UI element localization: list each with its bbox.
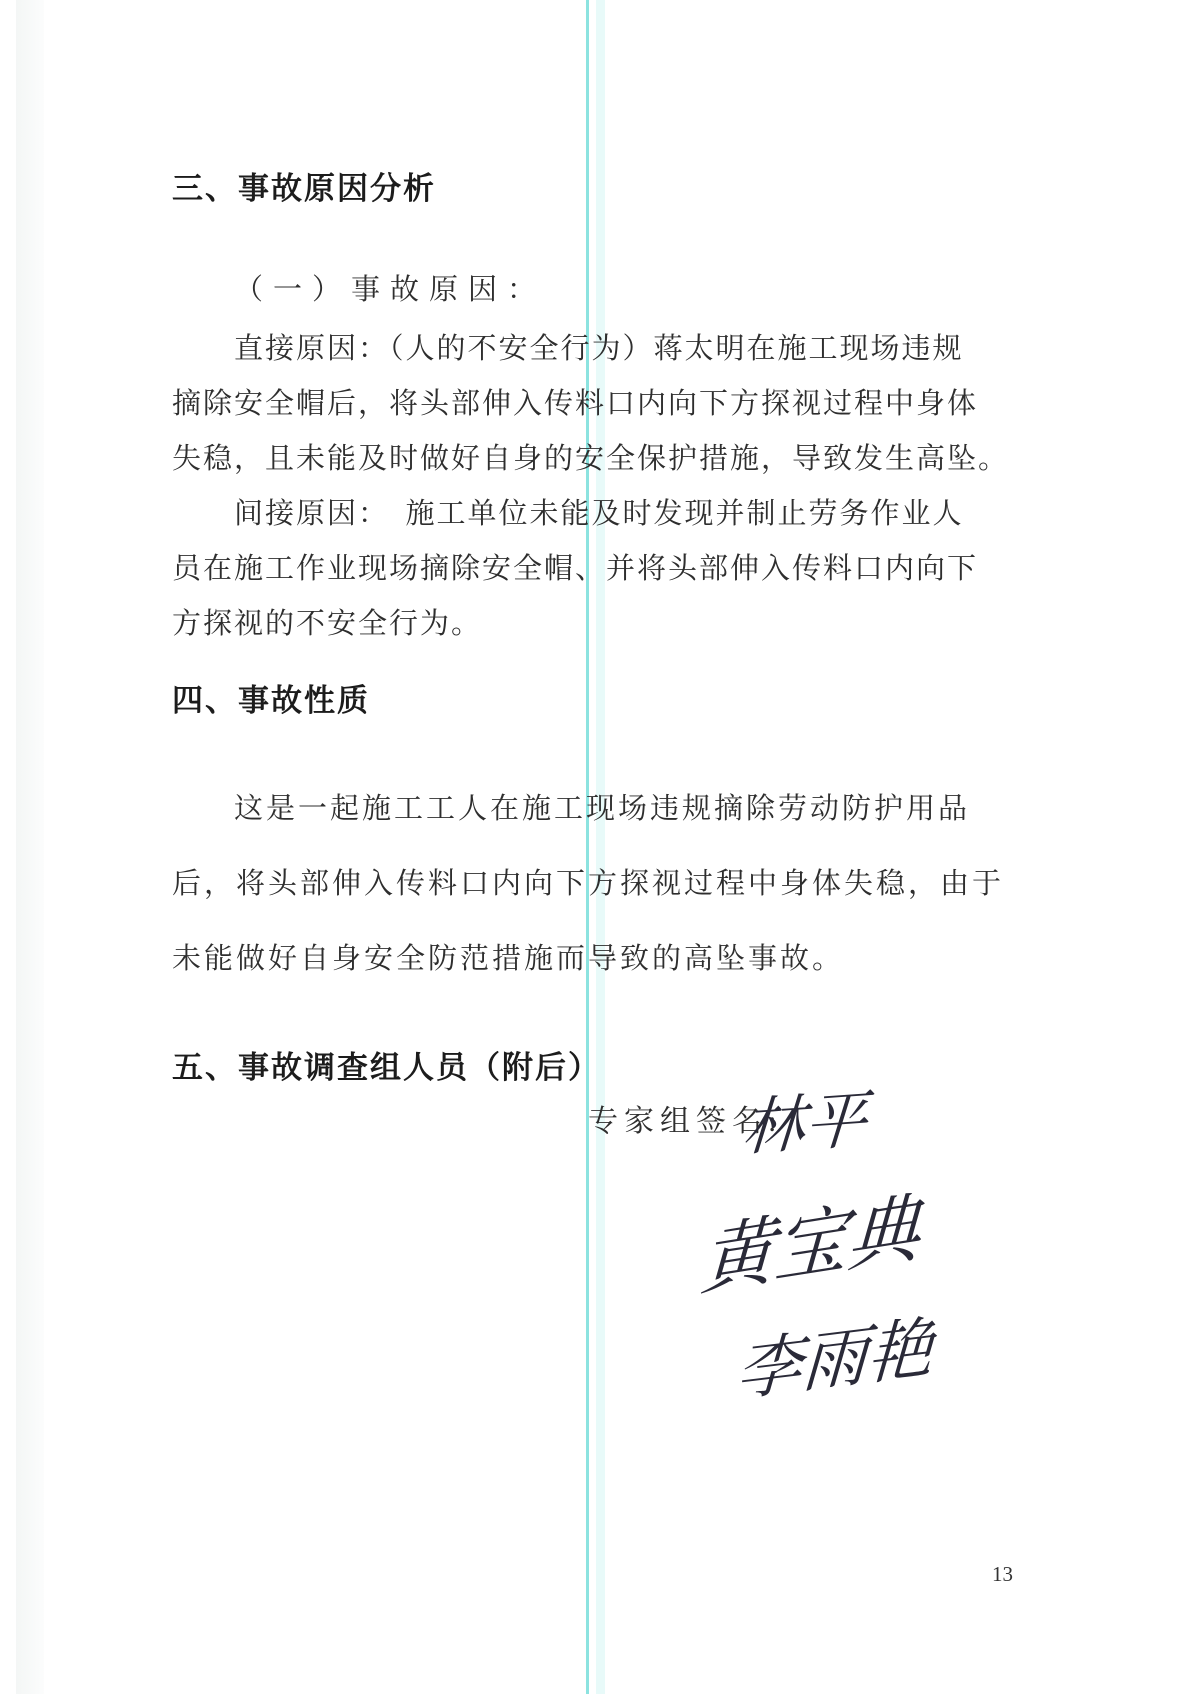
paragraph-line: 间接原因： 施工单位未能及时发现并制止劳务作业人 bbox=[234, 498, 964, 530]
signature-label: 专家组签名: bbox=[588, 1105, 783, 1138]
paragraph-line: 员在施工作业现场摘除安全帽、并将头部伸入传料口内向下 bbox=[172, 553, 979, 585]
paragraph-line: 摘除安全帽后，将头部伸入传料口内向下方探视过程中身体 bbox=[172, 388, 979, 420]
handwritten-signature-3: 李雨艳 bbox=[734, 1308, 935, 1411]
paragraph-line: 失稳，且未能及时做好自身的安全保护措施，导致发生高坠。 bbox=[172, 443, 1010, 475]
document-body bbox=[172, 168, 1010, 1089]
paragraph-line: 未能做好自身安全防范措施而导致的高坠事故。 bbox=[172, 943, 845, 975]
section-5-heading: 五、事故调查组人员（附后） bbox=[172, 1050, 601, 1085]
indirect-cause-paragraph bbox=[172, 487, 992, 652]
paragraph-line: 方探视的不安全行为。 bbox=[172, 608, 483, 640]
section-3-subheading: （一）事故原因： bbox=[234, 274, 547, 306]
page-number: 13 bbox=[992, 1562, 1013, 1586]
expert-signature-block bbox=[588, 1082, 1068, 1488]
paragraph-line: 这是一起施工工人在施工现场违规摘除劳动防护用品 bbox=[234, 793, 971, 825]
handwritten-signature-1: 林平 bbox=[740, 1082, 870, 1165]
handwritten-signature-2: 黄宝典 bbox=[698, 1183, 923, 1307]
section-4-heading: 四、事故性质 bbox=[172, 683, 370, 718]
scan-edge-artifact bbox=[16, 0, 44, 1694]
paragraph-line: 直接原因：（人的不安全行为）蒋太明在施工现场违规 bbox=[234, 333, 964, 365]
direct-cause-paragraph bbox=[172, 322, 1010, 487]
accident-nature-paragraph bbox=[172, 772, 1005, 997]
paragraph-line: 后，将头部伸入传料口内向下方探视过程中身体失稳，由于 bbox=[172, 868, 1005, 900]
section-3-heading: 三、事故原因分析 bbox=[172, 171, 436, 206]
